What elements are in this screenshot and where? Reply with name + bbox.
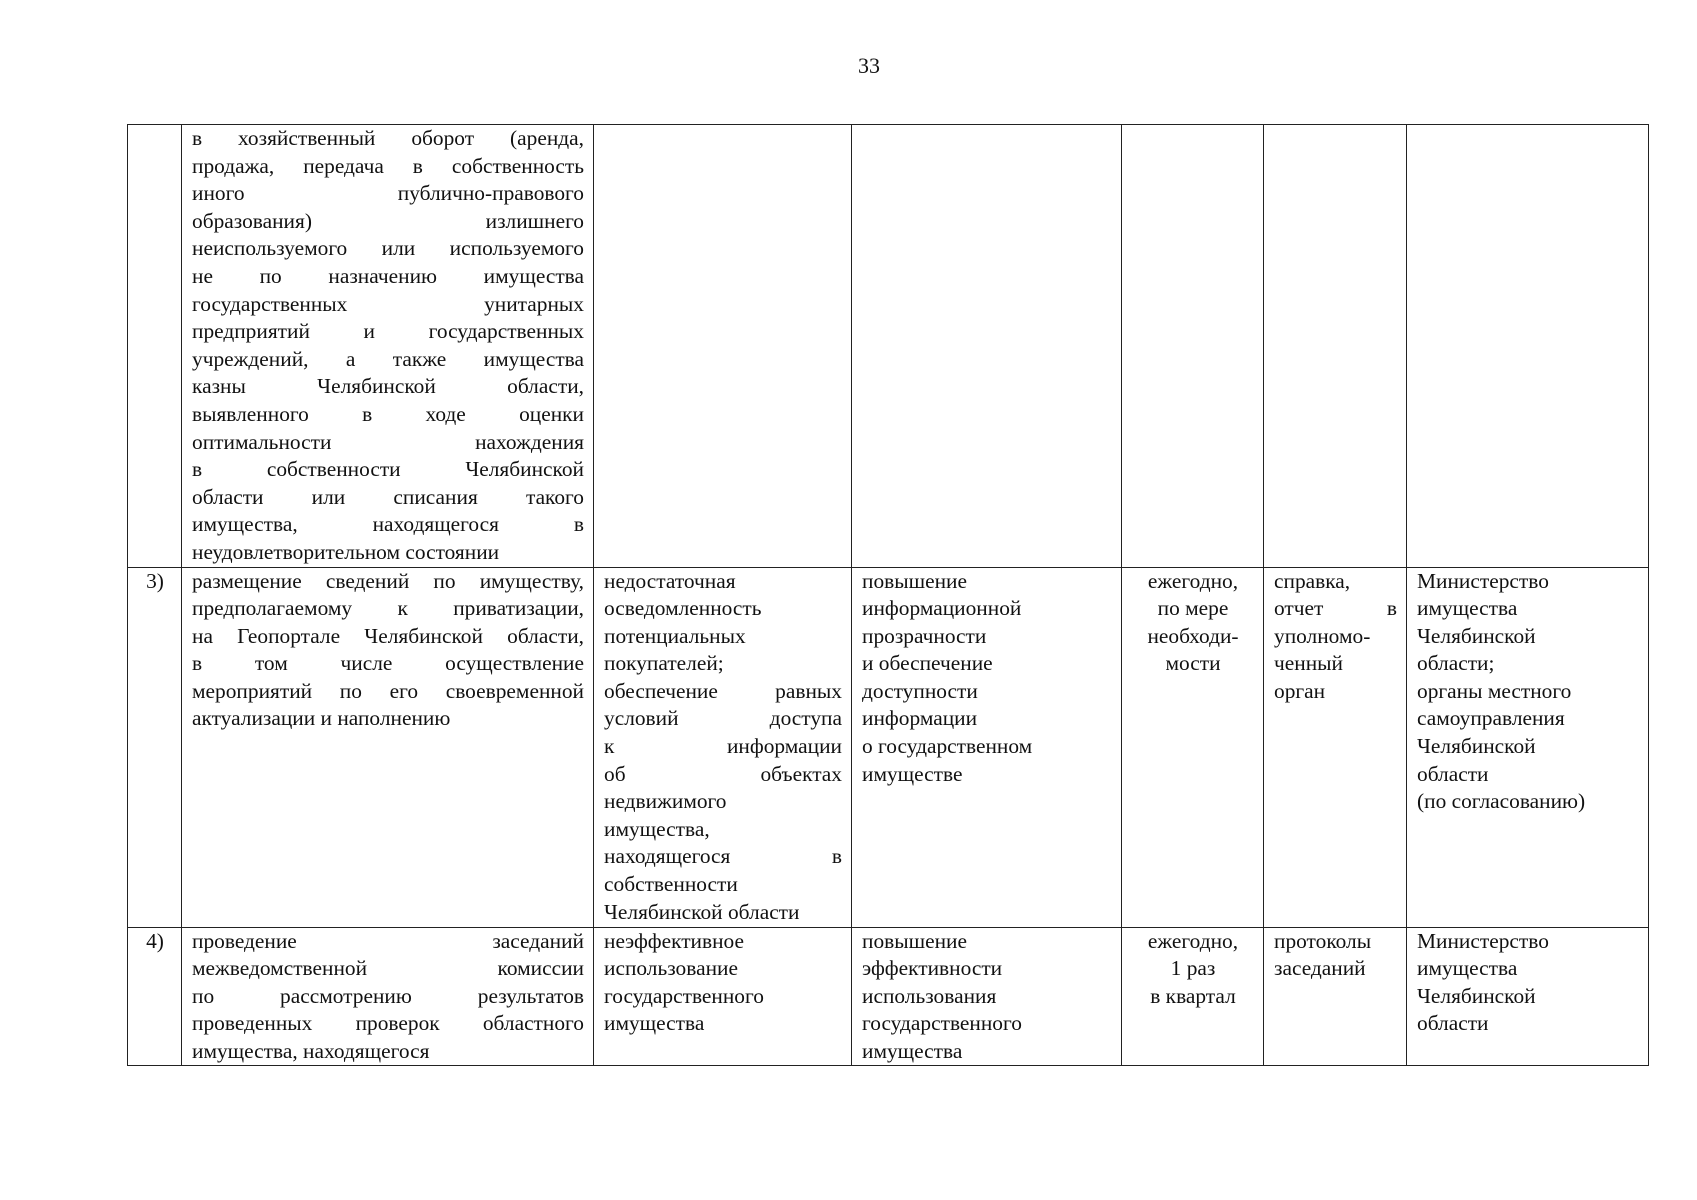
text-line: условий доступа xyxy=(604,706,842,731)
term-cell xyxy=(1122,927,1264,1066)
problem-cell xyxy=(594,927,852,1066)
text-line: потенциальных xyxy=(604,623,746,648)
text-line: органы местного xyxy=(1417,678,1572,703)
text-line: повышение xyxy=(862,928,967,953)
text-line: находящегося в xyxy=(604,844,842,869)
text-line: мероприятий по его своевременной xyxy=(192,678,584,703)
text-line: имущества xyxy=(1417,596,1518,621)
text-line: неудовлетворительном состоянии xyxy=(192,539,500,564)
term-cell xyxy=(1122,125,1264,568)
text-line: области или списания такого xyxy=(192,484,584,509)
text-line: недвижимого xyxy=(604,789,727,814)
text-line: и обеспечение xyxy=(862,651,993,676)
text-line: справка, xyxy=(1274,568,1351,593)
text-line: проведенных проверок областного xyxy=(192,1011,584,1036)
table-row xyxy=(128,927,1649,1066)
row-number-cell: 3) xyxy=(128,567,182,927)
text-line: государственных унитарных xyxy=(192,291,584,316)
term-cell xyxy=(1122,567,1264,927)
text-line: ежегодно, xyxy=(1147,568,1239,593)
problem-cell xyxy=(594,125,852,568)
result-cell xyxy=(852,567,1122,927)
text-line: мости xyxy=(1165,651,1221,676)
text-line: использование xyxy=(604,956,738,981)
text-line: Челябинской области xyxy=(604,899,800,924)
text-line: о государственном xyxy=(862,734,1033,759)
text-line: доступности xyxy=(862,678,978,703)
table-row xyxy=(128,125,1649,568)
text-line: имущества xyxy=(604,1011,705,1036)
text-line: в собственности Челябинской xyxy=(192,457,584,482)
page-number: 33 xyxy=(858,53,880,78)
text-line: протоколы xyxy=(1274,928,1372,953)
text-line: осведомленность xyxy=(604,596,762,621)
text-line: самоуправления xyxy=(1417,706,1565,731)
report-cell xyxy=(1264,125,1407,568)
result-cell xyxy=(852,927,1122,1066)
report-cell xyxy=(1264,927,1407,1066)
text-line: недостаточная xyxy=(604,568,736,593)
text-line: продажа, передача в собственность xyxy=(192,153,584,178)
activity-cell xyxy=(182,567,594,927)
text-line: иного публично-правового xyxy=(192,181,584,206)
text-line: не по назначению имущества xyxy=(192,263,584,288)
text-line: проведение заседаний xyxy=(192,928,584,953)
measures-table xyxy=(127,124,1649,1066)
text-line: Министерство xyxy=(1417,568,1549,593)
text-line: учреждений, а также имущества xyxy=(192,346,584,371)
text-line: ченный xyxy=(1274,651,1343,676)
text-line: прозрачности xyxy=(862,623,987,648)
text-line: повышение xyxy=(862,568,967,593)
text-line: актуализации и наполнению xyxy=(192,706,451,731)
text-line: информационной xyxy=(862,596,1022,621)
text-line: имущества, находящегося xyxy=(192,1038,430,1063)
report-cell xyxy=(1264,567,1407,927)
text-line: обеспечение равных xyxy=(604,678,842,703)
text-line: государственного xyxy=(862,1011,1022,1036)
text-line: казны Челябинской области, xyxy=(192,374,584,399)
responsible-cell xyxy=(1407,927,1649,1066)
text-line: области xyxy=(1417,761,1489,786)
text-line: имуществе xyxy=(862,761,963,786)
text-line: Челябинской xyxy=(1417,734,1536,759)
text-line: отчет в xyxy=(1274,596,1397,621)
text-line: неиспользуемого или используемого xyxy=(192,236,584,261)
text-line: на Геопортале Челябинской области, xyxy=(192,623,584,648)
result-cell xyxy=(852,125,1122,568)
activity-cell xyxy=(182,927,594,1066)
text-line: предполагаемому к приватизации, xyxy=(192,596,584,621)
text-line: заседаний xyxy=(1274,956,1366,981)
activity-cell xyxy=(182,125,594,568)
text-line: покупателей; xyxy=(604,651,724,676)
text-line: имущества xyxy=(1417,956,1518,981)
text-line: собственности xyxy=(604,872,738,897)
text-line: (по согласованию) xyxy=(1417,789,1586,814)
text-line: образования) излишнего xyxy=(192,208,584,233)
text-line: имущества xyxy=(862,1038,963,1063)
row-number-cell xyxy=(128,125,182,568)
text-line: выявленного в ходе оценки xyxy=(192,401,584,426)
text-line: Министерство xyxy=(1417,928,1549,953)
text-line: в квартал xyxy=(1150,983,1236,1008)
text-line: 1 раз xyxy=(1170,956,1216,981)
text-line: размещение сведений по имуществу, xyxy=(192,568,584,593)
text-line: предприятий и государственных xyxy=(192,319,584,344)
text-line: области; xyxy=(1417,651,1495,676)
table-row xyxy=(128,567,1649,927)
text-line: по мере xyxy=(1157,596,1229,621)
text-line: государственного xyxy=(604,983,764,1008)
text-line: Челябинской xyxy=(1417,623,1536,648)
text-line: неэффективное xyxy=(604,928,744,953)
text-line: Челябинской xyxy=(1417,983,1536,1008)
text-line: области xyxy=(1417,1011,1489,1036)
text-line: информации xyxy=(862,706,978,731)
text-line: к информации xyxy=(604,734,842,759)
row-number-cell: 4) xyxy=(128,927,182,1066)
text-line: имущества, находящегося в xyxy=(192,512,584,537)
text-line: по рассмотрению результатов xyxy=(192,983,584,1008)
text-line: оптимальности нахождения xyxy=(192,429,584,454)
text-line: использования xyxy=(862,983,997,1008)
text-line: орган xyxy=(1274,678,1326,703)
text-line: ежегодно, xyxy=(1147,928,1239,953)
text-line: уполномо- xyxy=(1274,623,1371,648)
text-line: в том числе осуществление xyxy=(192,651,584,676)
problem-cell xyxy=(594,567,852,927)
responsible-cell xyxy=(1407,567,1649,927)
text-line: необходи- xyxy=(1147,623,1239,648)
text-line: имущества, xyxy=(604,816,710,841)
text-line: межведомственной комиссии xyxy=(192,956,584,981)
text-line: эффективности xyxy=(862,956,1003,981)
text-line: в хозяйственный оборот (аренда, xyxy=(192,126,584,150)
responsible-cell xyxy=(1407,125,1649,568)
text-line: об объектах xyxy=(604,761,842,786)
